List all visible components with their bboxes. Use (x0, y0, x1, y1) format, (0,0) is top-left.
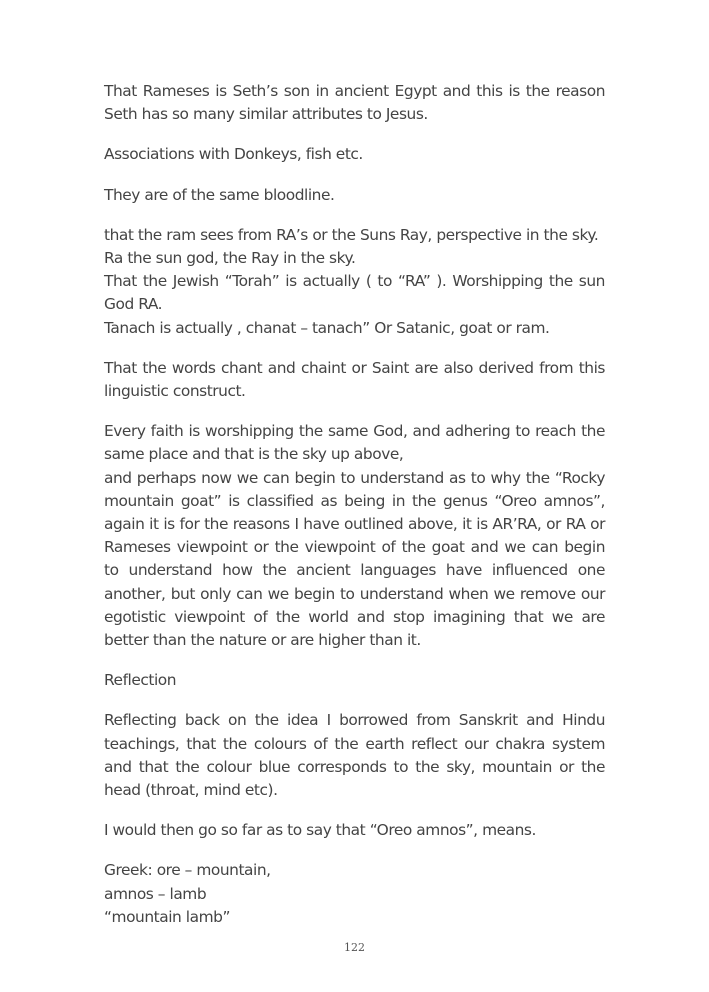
text-line: Reflecting back on the idea I borrowed from Sanskrit and Hindu teachings, that the colours of the earth reflect our chakra system and that the colour blue corresponds to the sky, mountain or the head (throat, mind etc). (104, 711, 605, 800)
text-line: That the words chant and chaint or Saint are also derived from this linguistic construct. (104, 358, 605, 401)
text-line: I would then go so far as to say that “Oreo amnos”, means. (104, 821, 536, 840)
paragraph-ram-ra (104, 224, 605, 340)
text-line: that the ram sees from RA’s or the Suns Ray, perspective in the sky. (104, 225, 599, 244)
section-heading-reflection (104, 669, 605, 692)
text-line: That the Jewish “Torah” is actually ( to “RA” ). Worshipping the sun God RA. (104, 272, 605, 314)
text-line: “mountain lamb” (104, 907, 230, 926)
text-line: That Rameses is Seth’s son in ancient Egypt and this is the reason Seth has so many similar attributes to Jesus. (104, 82, 605, 124)
page-number: 122 (344, 941, 365, 954)
paragraph-reflecting-back (104, 709, 605, 802)
text-line: Associations with Donkeys, fish etc. (104, 145, 363, 164)
paragraph-chant-saint (104, 357, 605, 403)
paragraph-rameses-seth (104, 80, 605, 126)
text-line: They are of the same bloodline. (104, 185, 335, 204)
text-line: and perhaps now we can begin to understand as to why the “Rocky mountain goat” is classified as being in the genus “Oreo amnos”, again it is for the reasons I have outlined above, it is AR’RA, or RA or Rameses viewpoint or the viewpoint of the goat and we can begin to understand how the ancient languages have influenced one another, but only can we begin to understand when we remove our egotistic viewpoint of the world and stop imagining that we are better than the nature or are higher than it. (104, 468, 605, 650)
paragraph-bloodline (104, 184, 605, 207)
paragraph-oreo-amnos (104, 819, 605, 842)
text-line: Greek: ore – mountain, (104, 861, 271, 880)
text-line: Ra the sun god, the Ray in the sky. (104, 249, 356, 268)
paragraph-every-faith (104, 420, 605, 652)
page-body (104, 80, 605, 946)
text-line: Every faith is worshipping the same God, and adhering to reach the same place and that is the sky up above, (104, 422, 605, 464)
text-line: Tanach is actually , chanat – tanach” Or Satanic, goat or ram. (104, 318, 550, 337)
text-line: Reflection (104, 671, 177, 690)
paragraph-greek-definition (104, 859, 605, 929)
paragraph-associations (104, 143, 605, 166)
text-line: amnos – lamb (104, 884, 207, 903)
